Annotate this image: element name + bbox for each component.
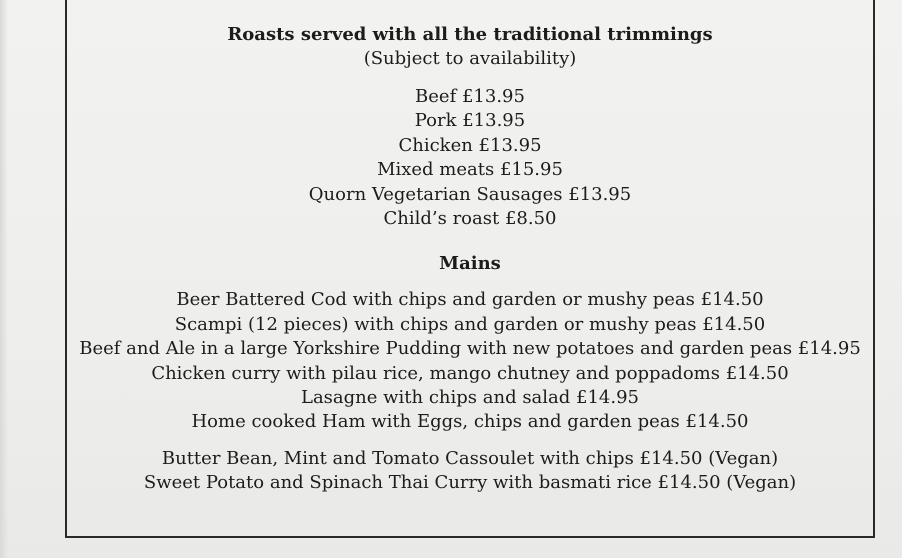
main-item: Scampi (12 pieces) with chips and garden or mushy peas £14.50 (174, 313, 766, 335)
vegan-item: Butter Bean, Mint and Tomato Cassoulet with chips £14.50 (Vegan) (161, 447, 779, 469)
main-item: Beer Battered Cod with chips and garden or mushy peas £14.50 (176, 289, 764, 311)
roast-item: Beef £13.95 (415, 86, 525, 107)
roast-item: Chicken £13.95 (398, 134, 542, 156)
main-item: Home cooked Ham with Eggs, chips and garden peas £14.50 (191, 411, 749, 433)
page-edge-shadow (0, 0, 8, 558)
vegan-item: Sweet Potato and Spinach Thai Curry with basmati rice £14.50 (Vegan) (143, 471, 797, 493)
menu-content (65, 0, 875, 495)
roast-item: Quorn Vegetarian Sausages £13.95 (308, 183, 632, 205)
roast-item: Child’s roast £8.50 (383, 208, 557, 230)
roasts-note: (Subject to availability) (363, 48, 577, 69)
roast-item: Mixed meats £15.95 (377, 159, 563, 181)
roast-item: Pork £13.95 (414, 110, 526, 132)
main-item: Chicken curry with pilau rice, mango chutney and poppadoms £14.50 (151, 362, 789, 384)
roasts-list (65, 85, 875, 231)
roasts-heading: Roasts served with all the traditional trimmings (227, 24, 713, 45)
mains-heading: Mains (439, 253, 501, 275)
mains-list (65, 288, 875, 434)
main-item: Lasagne with chips and salad £14.95 (300, 387, 640, 409)
vegan-list (65, 447, 875, 495)
main-item: Beef and Ale in a large Yorkshire Pudding with new potatoes and garden peas £14.95 (79, 338, 861, 360)
